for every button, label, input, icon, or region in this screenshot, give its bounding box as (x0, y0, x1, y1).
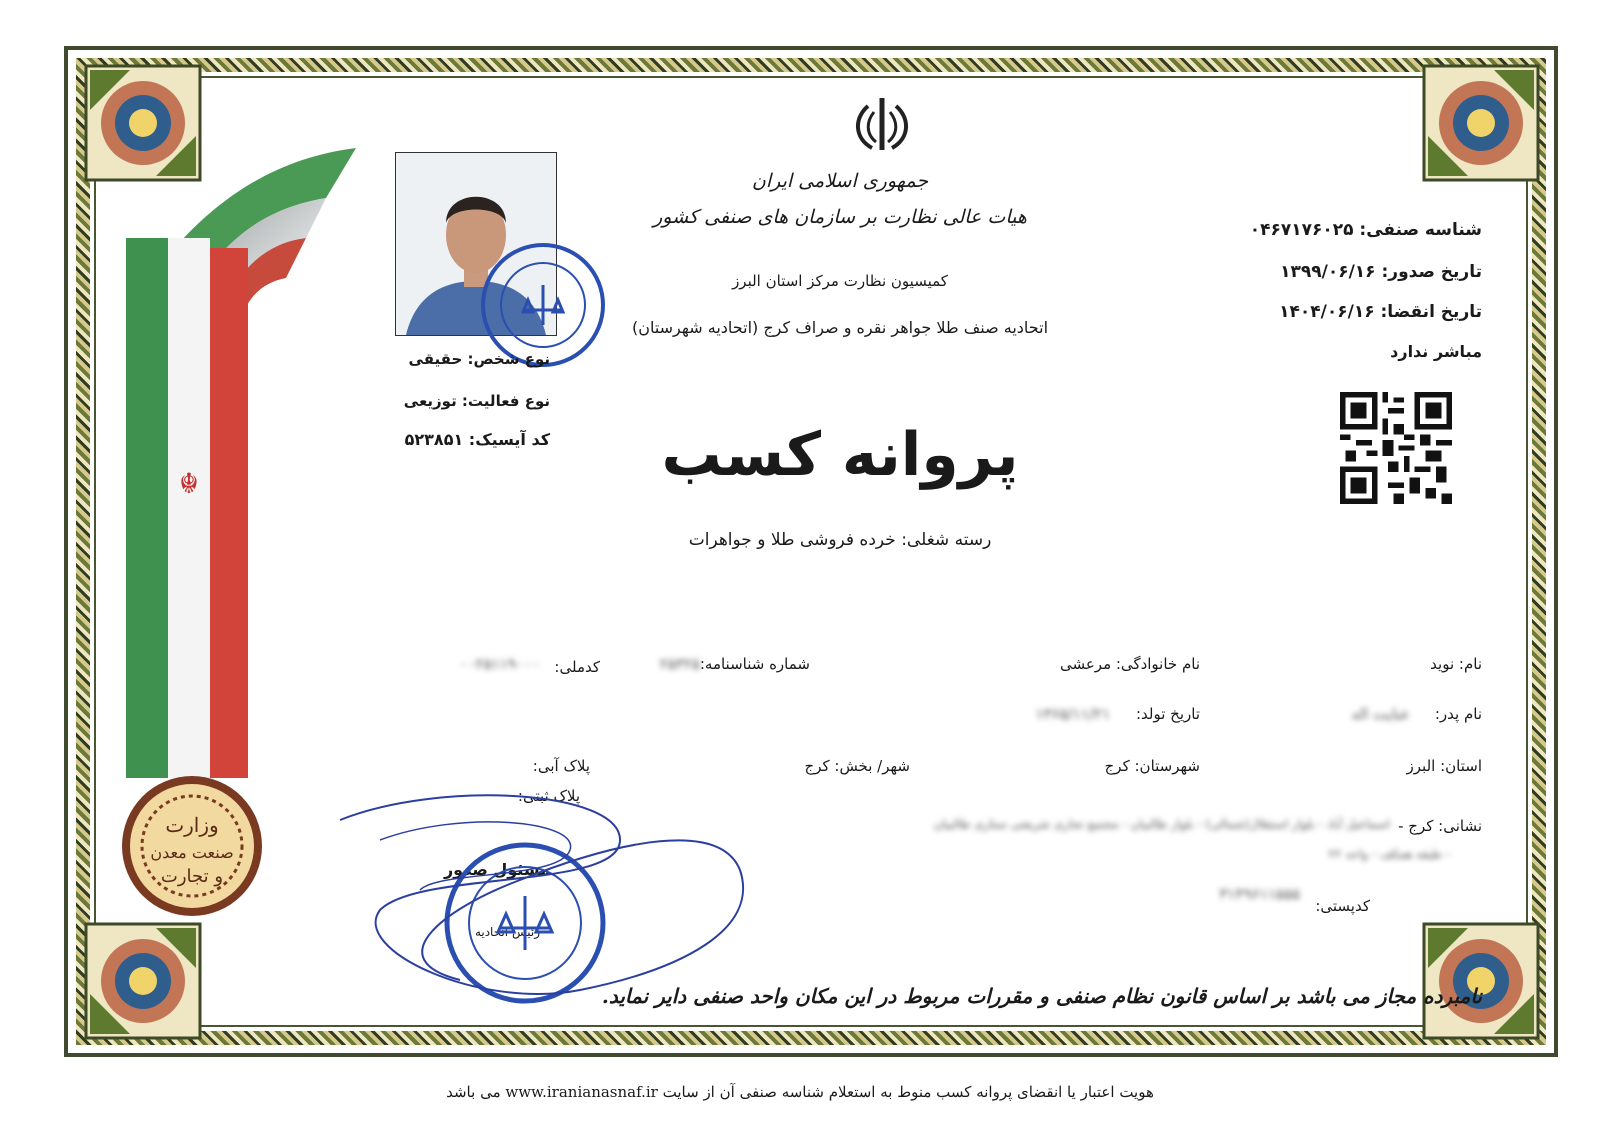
qr-code (1340, 392, 1452, 504)
header-republic: جمهوری اسلامی ایران (751, 170, 929, 192)
corner-ornament-top-right (1418, 60, 1544, 186)
national-code-value: ۰۰۲۵۱۱۹۰۰۰ (459, 655, 540, 673)
svg-text:صنعت معدن: صنعت معدن (150, 843, 234, 862)
city: شهر/ بخش: کرج (804, 757, 910, 775)
address-line-1: اسماعیل آباد - بلوار استقلال(شمالی) - بلوار طالبیان - مجتمع تجاری شریعتی ستاری طالبیان (933, 817, 1390, 831)
national-code-label: کدملی: (554, 658, 600, 676)
province: استان: البرز (1406, 757, 1482, 775)
svg-text:و تجارت: و تجارت (160, 866, 224, 887)
postal-code-value: ۳۱۴۹۶۱۱۵۵۵ (1219, 885, 1300, 903)
issue-date: تاریخ صدور: ۱۳۹۹/۰۶/۱۶ (1280, 262, 1482, 282)
person-type: نوع شخص: حقیقی (408, 350, 550, 368)
id-number-value: ۲۵۳۲۵ (659, 655, 700, 673)
first-name: نام: نوید (1430, 655, 1482, 673)
birth-date-label: تاریخ تولد: (1135, 705, 1200, 723)
iran-emblem-icon (848, 92, 916, 154)
plate-blue: پلاک آبی: (532, 757, 590, 775)
svg-text:وزارت: وزارت (165, 813, 219, 837)
plate-registry: پلاک ثبتی: (517, 787, 580, 805)
header-council: هیات عالی نظارت بر سازمان های صنفی کشور (653, 206, 1027, 228)
ministry-seal-emblem (118, 772, 266, 920)
svg-text:☬: ☬ (179, 467, 199, 500)
header-commission: کمیسیون نظارت مرکز استان البرز (732, 272, 948, 290)
father-name-value: عنایت اله (1351, 705, 1410, 723)
occupation-line: رسته شغلی: خرده فروشی طلا و جواهرات (688, 530, 992, 550)
family-name: نام خانوادگی: مرعشی (1059, 655, 1200, 673)
id-number-label: شماره شناسنامه: (699, 655, 810, 673)
activity-type: نوع فعالیت: توزیعی (403, 392, 550, 410)
county: شهرستان: کرج (1104, 757, 1200, 775)
expiry-date: تاریخ انقضا: ۱۴۰۴/۰۶/۱۶ (1279, 302, 1482, 322)
address-label: نشانی: کرج - (1398, 817, 1482, 835)
signature-caption: مسئول صدور (443, 860, 550, 879)
birth-date-value: ۱۳۶۵/۱۱/۲۱ (1035, 705, 1110, 723)
father-name-label: نام پدر: (1434, 705, 1482, 723)
page-title: پروانه کسب (661, 420, 1019, 490)
signature-subcaption: رئیس اتحادیه (474, 925, 540, 939)
corner-ornament-bottom-right (1418, 918, 1544, 1044)
postal-code-label: کدپستی: (1315, 897, 1370, 915)
direct-manager: مباشر ندارد (1390, 342, 1482, 361)
iran-flag-ribbon (126, 138, 366, 788)
footer-text: هویت اعتبار یا انقضای پروانه کسب منوط به استعلام شناسه صنفی آن از سایت www.iranianasnaf.ir می باشد (446, 1083, 1154, 1101)
corner-ornament-bottom-left (80, 918, 206, 1044)
guild-id: شناسه صنفی: ۰۴۶۷۱۷۶۰۲۵ (1249, 220, 1482, 240)
address-line-2: - طبقه همکف - واحد ۲۲ (1328, 847, 1450, 861)
isic-code: کد آیسیک: ۵۲۳۸۵۱ (404, 430, 550, 449)
legal-notice: نامبرده مجاز می باشد بر اساس قانون نظام صنفی و مقررات مربوط در این مکان واحد صنفی دایر نماید. (601, 984, 1482, 1008)
header-union: اتحادیه صنف طلا جواهر نقره و صراف کرج (اتحادیه شهرستان) (631, 318, 1049, 337)
